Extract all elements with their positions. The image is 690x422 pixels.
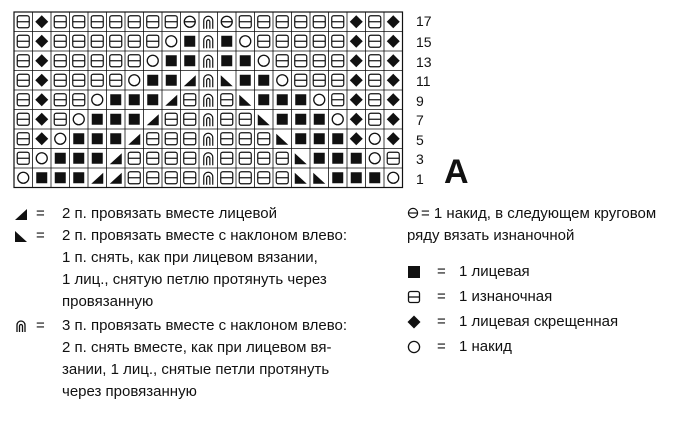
- row-number-1: 1: [416, 171, 424, 187]
- purl-icon: [407, 290, 421, 304]
- knit-icon: [369, 172, 380, 183]
- knit-icon: [73, 153, 84, 164]
- legend-equals: =: [36, 227, 45, 244]
- knit-icon: [277, 94, 288, 105]
- legend-equals: =: [36, 205, 45, 222]
- legend-text: зании, 1 лиц., снятые петли протянуть: [62, 361, 330, 378]
- knit-icon: [240, 75, 251, 86]
- knit-icon: [147, 75, 158, 86]
- legend-item-k2tog: [14, 203, 394, 225]
- knit-icon: [55, 153, 66, 164]
- yo-purl-icon: [407, 207, 419, 219]
- knit-icon: [332, 133, 343, 144]
- legend-text: 1 лицевая: [459, 263, 530, 280]
- legend-text: через провязанную: [62, 383, 197, 400]
- knit-icon: [166, 75, 177, 86]
- knit-icon: [407, 265, 421, 279]
- knit-icon: [314, 153, 325, 164]
- k2tog-icon: [14, 207, 28, 221]
- knit-icon: [240, 55, 251, 66]
- row-number-9: 9: [416, 93, 424, 109]
- legend-text: 1 лицевая скрещенная: [459, 313, 619, 330]
- row-number-11: 11: [416, 73, 431, 89]
- legend-text: 2 п. провязать вместе с наклоном влево:: [62, 227, 348, 244]
- knit-icon: [332, 153, 343, 164]
- knit-icon: [295, 114, 306, 125]
- legend-item-ktbl: [407, 311, 690, 333]
- legend-equals: =: [437, 313, 446, 330]
- legend-text: 2 п. провязать вместе лицевой: [62, 205, 278, 222]
- knit-icon: [258, 75, 269, 86]
- legend-item-purl: [407, 286, 690, 308]
- knit-icon: [314, 114, 325, 125]
- chart-label: A: [444, 153, 469, 191]
- legend-text: = 1 накид, в следующем круговом: [421, 205, 657, 222]
- knit-icon: [351, 172, 362, 183]
- knit-icon: [221, 55, 232, 66]
- knit-icon: [295, 94, 306, 105]
- legend-text: 1 лиц., снятую петлю протянуть через: [62, 271, 327, 288]
- row-number-15: 15: [416, 34, 432, 50]
- knit-icon: [110, 94, 121, 105]
- knit-icon: [258, 94, 269, 105]
- knit-icon: [184, 55, 195, 66]
- legend-equals: =: [36, 317, 45, 334]
- legend-text: 1 п. снять, как при лицевом вязании,: [62, 249, 318, 266]
- knit-icon: [277, 114, 288, 125]
- legend-equals: =: [437, 263, 446, 280]
- legend-text: 1 изнаночная: [459, 288, 553, 305]
- row-number-13: 13: [416, 54, 432, 70]
- row-number-7: 7: [416, 112, 424, 128]
- knit-icon: [166, 55, 177, 66]
- legend-equals: =: [437, 338, 446, 355]
- legend-basic: [407, 203, 690, 361]
- knit-icon: [129, 94, 140, 105]
- knit-icon: [92, 114, 103, 125]
- knit-icon: [36, 172, 47, 183]
- knit-icon: [55, 172, 66, 183]
- legend-decreases: [14, 203, 394, 403]
- knit-icon: [332, 172, 343, 183]
- legend-text: ряду вязать изнаночной: [407, 227, 575, 244]
- knit-icon: [92, 153, 103, 164]
- legend-item-s3: [14, 315, 394, 337]
- knit-icon: [92, 133, 103, 144]
- knit-icon: [295, 133, 306, 144]
- yo-icon: [407, 340, 421, 354]
- knit-icon: [351, 153, 362, 164]
- row-number-5: 5: [416, 132, 424, 148]
- s3-decrease-icon: [14, 319, 28, 333]
- ktbl-icon: [407, 315, 421, 329]
- row-number-3: 3: [416, 151, 424, 167]
- knit-icon: [110, 114, 121, 125]
- knit-icon: [184, 36, 195, 47]
- legend-text: 1 накид: [459, 338, 512, 355]
- knit-icon: [73, 133, 84, 144]
- legend-text: провязанную: [62, 293, 154, 310]
- legend-text: 2 п. снять вместе, как при лицевом вя-: [62, 339, 332, 356]
- knit-icon: [147, 94, 158, 105]
- legend-equals: =: [437, 288, 446, 305]
- knit-icon: [110, 133, 121, 144]
- knit-icon: [314, 133, 325, 144]
- legend-item-ssk: [14, 225, 394, 247]
- legend-item-yo: [407, 336, 690, 358]
- knit-icon: [221, 36, 232, 47]
- knit-icon: [129, 114, 140, 125]
- ssk-icon: [14, 229, 28, 243]
- knitting-chart: [0, 0, 690, 200]
- legend-item-yo-purl: [407, 203, 690, 225]
- legend-text: 3 п. провязать вместе с наклоном влево:: [62, 317, 348, 334]
- legend-item-knit: [407, 261, 690, 283]
- row-number-17: 17: [416, 13, 432, 29]
- knit-icon: [73, 172, 84, 183]
